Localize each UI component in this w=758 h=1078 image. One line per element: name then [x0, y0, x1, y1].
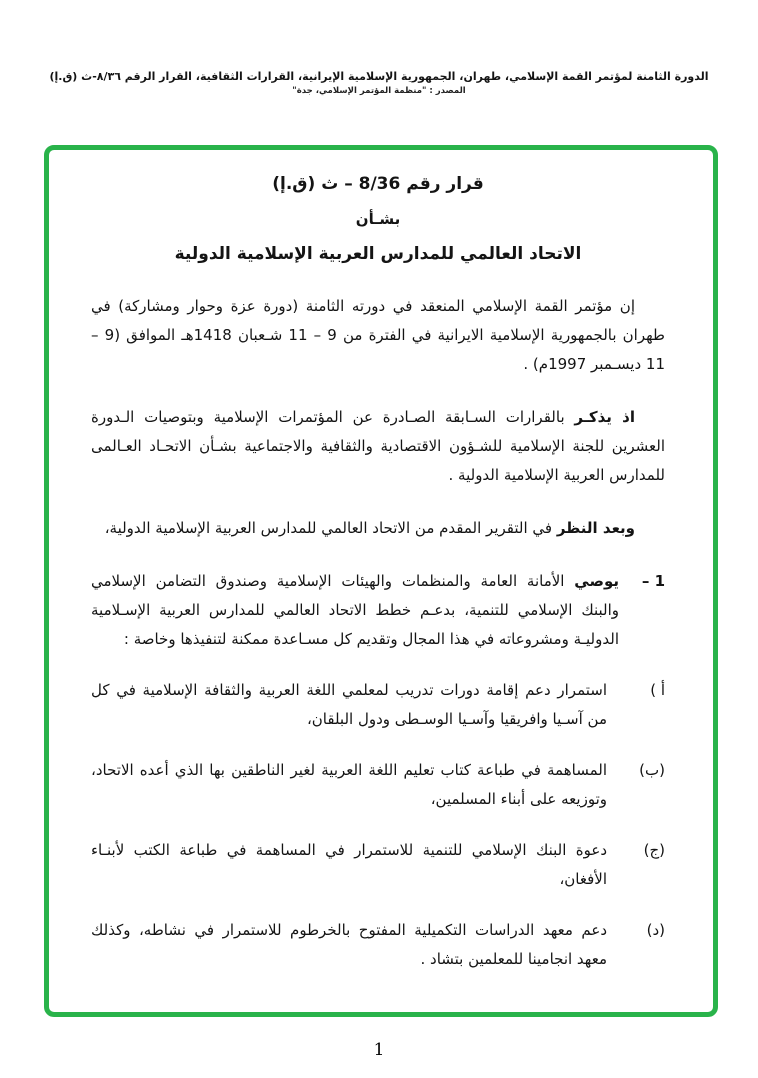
subitem-c — [91, 836, 665, 894]
clause-1-number: 1 – — [641, 572, 665, 590]
subitem-d-text: دعم معهد الدراسات التكميلية المفتوح بالخرطوم للاستمرار في نشاطه، وكذلك معهد انجامينا للمعلمين بتشاد . — [91, 921, 607, 968]
subitem-d — [91, 916, 665, 974]
subitem-b — [91, 756, 665, 814]
page-number: 1 — [373, 1040, 385, 1060]
clause-1-body: الأمانة العامة والمنظمات والهيئات الإسلامية وصندوق التضامن الإسلامي والبنك الإسلامي للتنمية، بدعـم خطط الاتحاد العالمي للمدارس العربية الإسـلامية الدوليـة ومشروعاته في هذا المجال وتقديم كل مسـاعدة ممكنة لتنفيذها وخاصة : — [91, 572, 619, 648]
subitem-d-marker: (د) — [646, 921, 665, 939]
resolution-frame — [44, 145, 718, 1017]
clause-1-text — [91, 567, 619, 654]
recalling-lead: اذ يذكـر — [574, 408, 635, 426]
citation-line-1: الدورة الثامنة لمؤتمر القمة الإسلامي، طهران، الجمهورية الإسلامية الإيرانية، القرارات الثقافية، القرار الرقم ٨/٣٦-ث (ق.إ) — [49, 70, 709, 83]
citation-header — [0, 70, 758, 96]
subitem-a-text: استمرار دعم إقامة دورات تدريب لمعلمي اللغة العربية والثقافة الإسلامية في كل من آسـيا وافريقيا وآسـيا الوسـطى ودول البلقان، — [91, 681, 607, 728]
resolution-titles — [91, 174, 665, 264]
considering-text: في التقرير المقدم من الاتحاد العالمي للمدارس العربية الإسلامية الدولية، — [104, 519, 557, 537]
subitem-c-marker: (ج) — [643, 841, 665, 859]
considering-paragraph — [91, 514, 665, 543]
clause-1-lead: يوصي — [574, 572, 619, 590]
intro-paragraph — [91, 292, 665, 379]
recalling-text: بالقرارات السـابقة الصـادرة عن المؤتمرات الإسلامية وبتوصيات الـدورة العشرين للجنة الإسلامية للشـؤون الاقتصادية والثقافية والاجتماعية بشـأن الاتحـاد العـالمى للمدارس العربية الإسلامية الدولية . — [91, 408, 665, 484]
subitem-c-text: دعوة البنك الإسلامي للتنمية للاستمرار في المساهمة في طباعة الكتب لأبنـاء الأفغان، — [91, 841, 607, 888]
subitem-b-marker: (ب) — [639, 761, 665, 779]
citation-line-2: المصدر : "منظمة المؤتمر الإسلامي، جدة" — [292, 86, 466, 96]
federation-title: الاتحاد العالمي للمدارس العربية الإسلامية الدولية — [174, 244, 582, 264]
subitem-a-marker: أ ) — [650, 681, 665, 699]
intro-text: إن مؤتمر القمة الإسلامي المنعقد في دورته الثامنة (دورة عزة وحوار ومشاركة) في طهران بالجمهورية الإسلامية الايرانية في الفترة من 9 – 11 شـعبان 1418هـ الموافق (9 – 11 ديسـمبر 1997م) . — [91, 297, 665, 373]
subject-label: بشـأن — [355, 210, 401, 228]
clause-1 — [91, 567, 665, 654]
considering-lead: وبعد النظر — [556, 519, 635, 537]
resolution-number-title: قرار رقم 8/36 – ث (ق.إ) — [272, 174, 484, 194]
recalling-paragraph — [91, 403, 665, 490]
subitem-b-text: المساهمة في طباعة كتاب تعليم اللغة العربية لغير الناطقين بها الذي أعده الاتحاد، وتوزيعه على أبناء المسلمين، — [91, 761, 607, 808]
subitem-a — [91, 676, 665, 734]
